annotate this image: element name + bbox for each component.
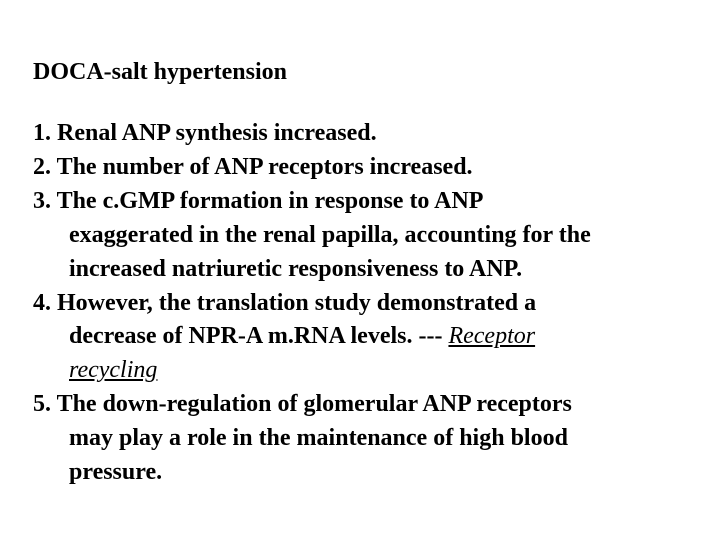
item-2-line-1: 2. The number of ANP receptors increased. bbox=[33, 153, 473, 180]
slide-title: DOCA-salt hypertension bbox=[33, 59, 288, 85]
item-4-line-2 bbox=[69, 320, 713, 354]
list-item-2 bbox=[33, 151, 713, 185]
receptor-emphasis: Receptor bbox=[448, 323, 536, 350]
item-5-line-3: pressure. bbox=[69, 459, 163, 486]
item-3-line-3: increased natriuretic responsiveness to ANP. bbox=[69, 255, 523, 282]
item-4-line-2-text: decrease of NPR-A m.RNA levels. --- bbox=[69, 323, 449, 350]
item-5-line-2: may play a role in the maintenance of high blood bbox=[69, 425, 568, 452]
list-item-5 bbox=[33, 388, 713, 490]
list-item-3 bbox=[33, 185, 713, 287]
slide-body bbox=[33, 117, 713, 490]
item-5-line-1: 5. The down-regulation of glomerular ANP receptors bbox=[33, 391, 572, 418]
item-3-line-1: 3. The c.GMP formation in response to ANP bbox=[33, 187, 484, 214]
list-item-4 bbox=[33, 287, 713, 389]
item-1-line-1: 1. Renal ANP synthesis increased. bbox=[33, 120, 377, 146]
recycling-emphasis: recycling bbox=[69, 357, 158, 384]
item-3-line-2: exaggerated in the renal papilla, accounting for the bbox=[69, 221, 591, 248]
item-4-line-1: 4. However, the translation study demonstrated a bbox=[33, 289, 537, 316]
list-item-1 bbox=[33, 117, 713, 151]
